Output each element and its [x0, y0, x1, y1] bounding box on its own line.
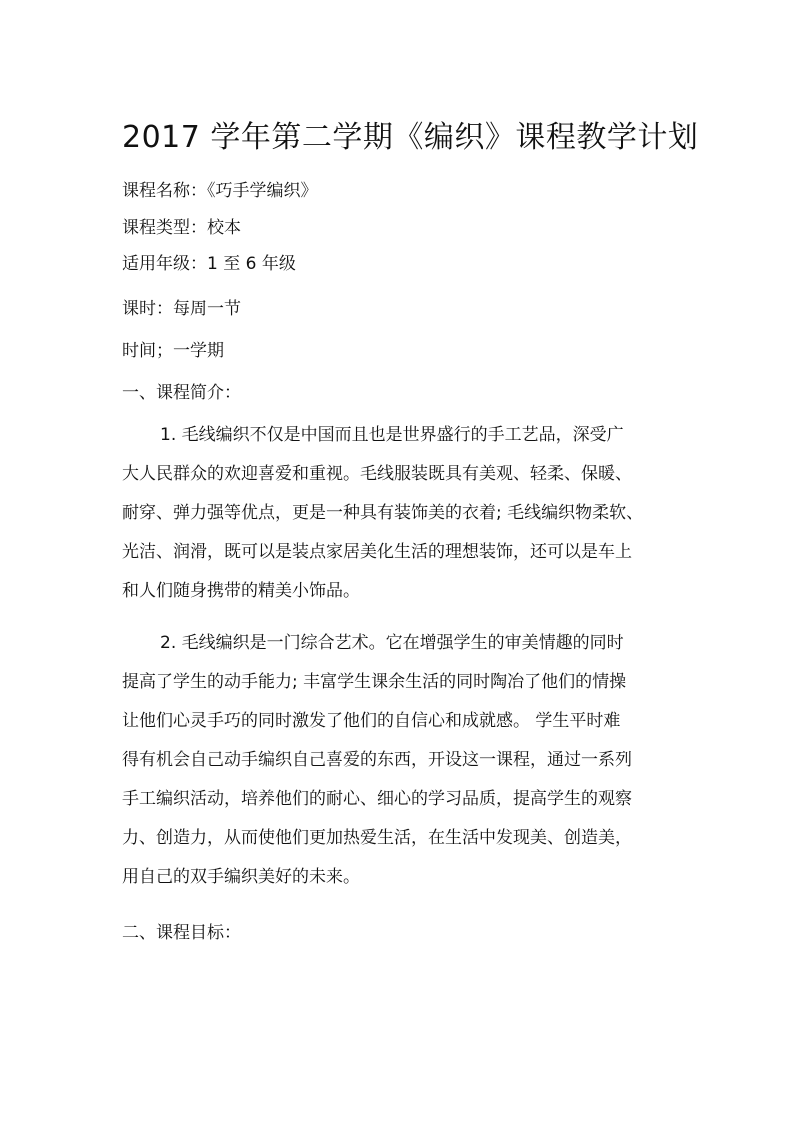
document-title: 2017 学年第二学期《编织》课程教学计划: [122, 120, 699, 155]
paragraph-line: 手工编织活动，培养他们的耐心、细心的学习品质，提高学生的观察: [122, 789, 632, 809]
paragraph-line: 1. 毛线编织不仅是中国而且也是世界盛行的手工艺品，深受广: [160, 425, 624, 445]
paragraph-line: 提高了学生的动手能力; 丰富学生课余生活的同时陶冶了他们的情操: [122, 672, 627, 692]
course-name-field: 课程名称：《巧手学编织》: [122, 181, 318, 201]
paragraph-line: 光洁、润滑，既可以是装点家居美化生活的理想装饰，还可以是车上: [122, 542, 632, 562]
course-type-field: 课程类型：校本: [122, 218, 241, 238]
paragraph-line: 力、创造力，从而使他们更加热爱生活，在生活中发现美、创造美，: [122, 828, 632, 848]
paragraph-line: 大人民群众的欢迎喜爱和重视。毛线服装既具有美观、轻柔、保暖、: [122, 464, 632, 484]
paragraph-line: 用自己的双手编织美好的未来。: [122, 867, 360, 887]
paragraph-line: 2. 毛线编织是一门综合艺术。它在增强学生的审美情趣的同时: [160, 633, 624, 653]
paragraph-line: 让他们心灵手巧的同时激发了他们的自信心和成就感。 学生平时难: [122, 711, 621, 731]
section-heading-goals: 二、课程目标：: [122, 923, 241, 943]
section-heading-intro: 一、课程简介：: [122, 383, 241, 403]
grade-field: 适用年级：1 至 6 年级: [122, 254, 296, 274]
term-field: 时间；一学期: [122, 341, 224, 361]
intro-paragraph-1: [122, 424, 682, 619]
paragraph-line: 耐穿、弹力强等优点，更是一种具有装饰美的衣着; 毛线编织物柔软、: [122, 503, 644, 523]
intro-paragraph-2: [122, 632, 682, 905]
paragraph-line: 得有机会自己动手编织自己喜爱的东西，开设这一课程，通过一系列: [122, 750, 632, 770]
class-hours-field: 课时：每周一节: [122, 299, 241, 319]
paragraph-line: 和人们随身携带的精美小饰品。: [122, 581, 360, 601]
